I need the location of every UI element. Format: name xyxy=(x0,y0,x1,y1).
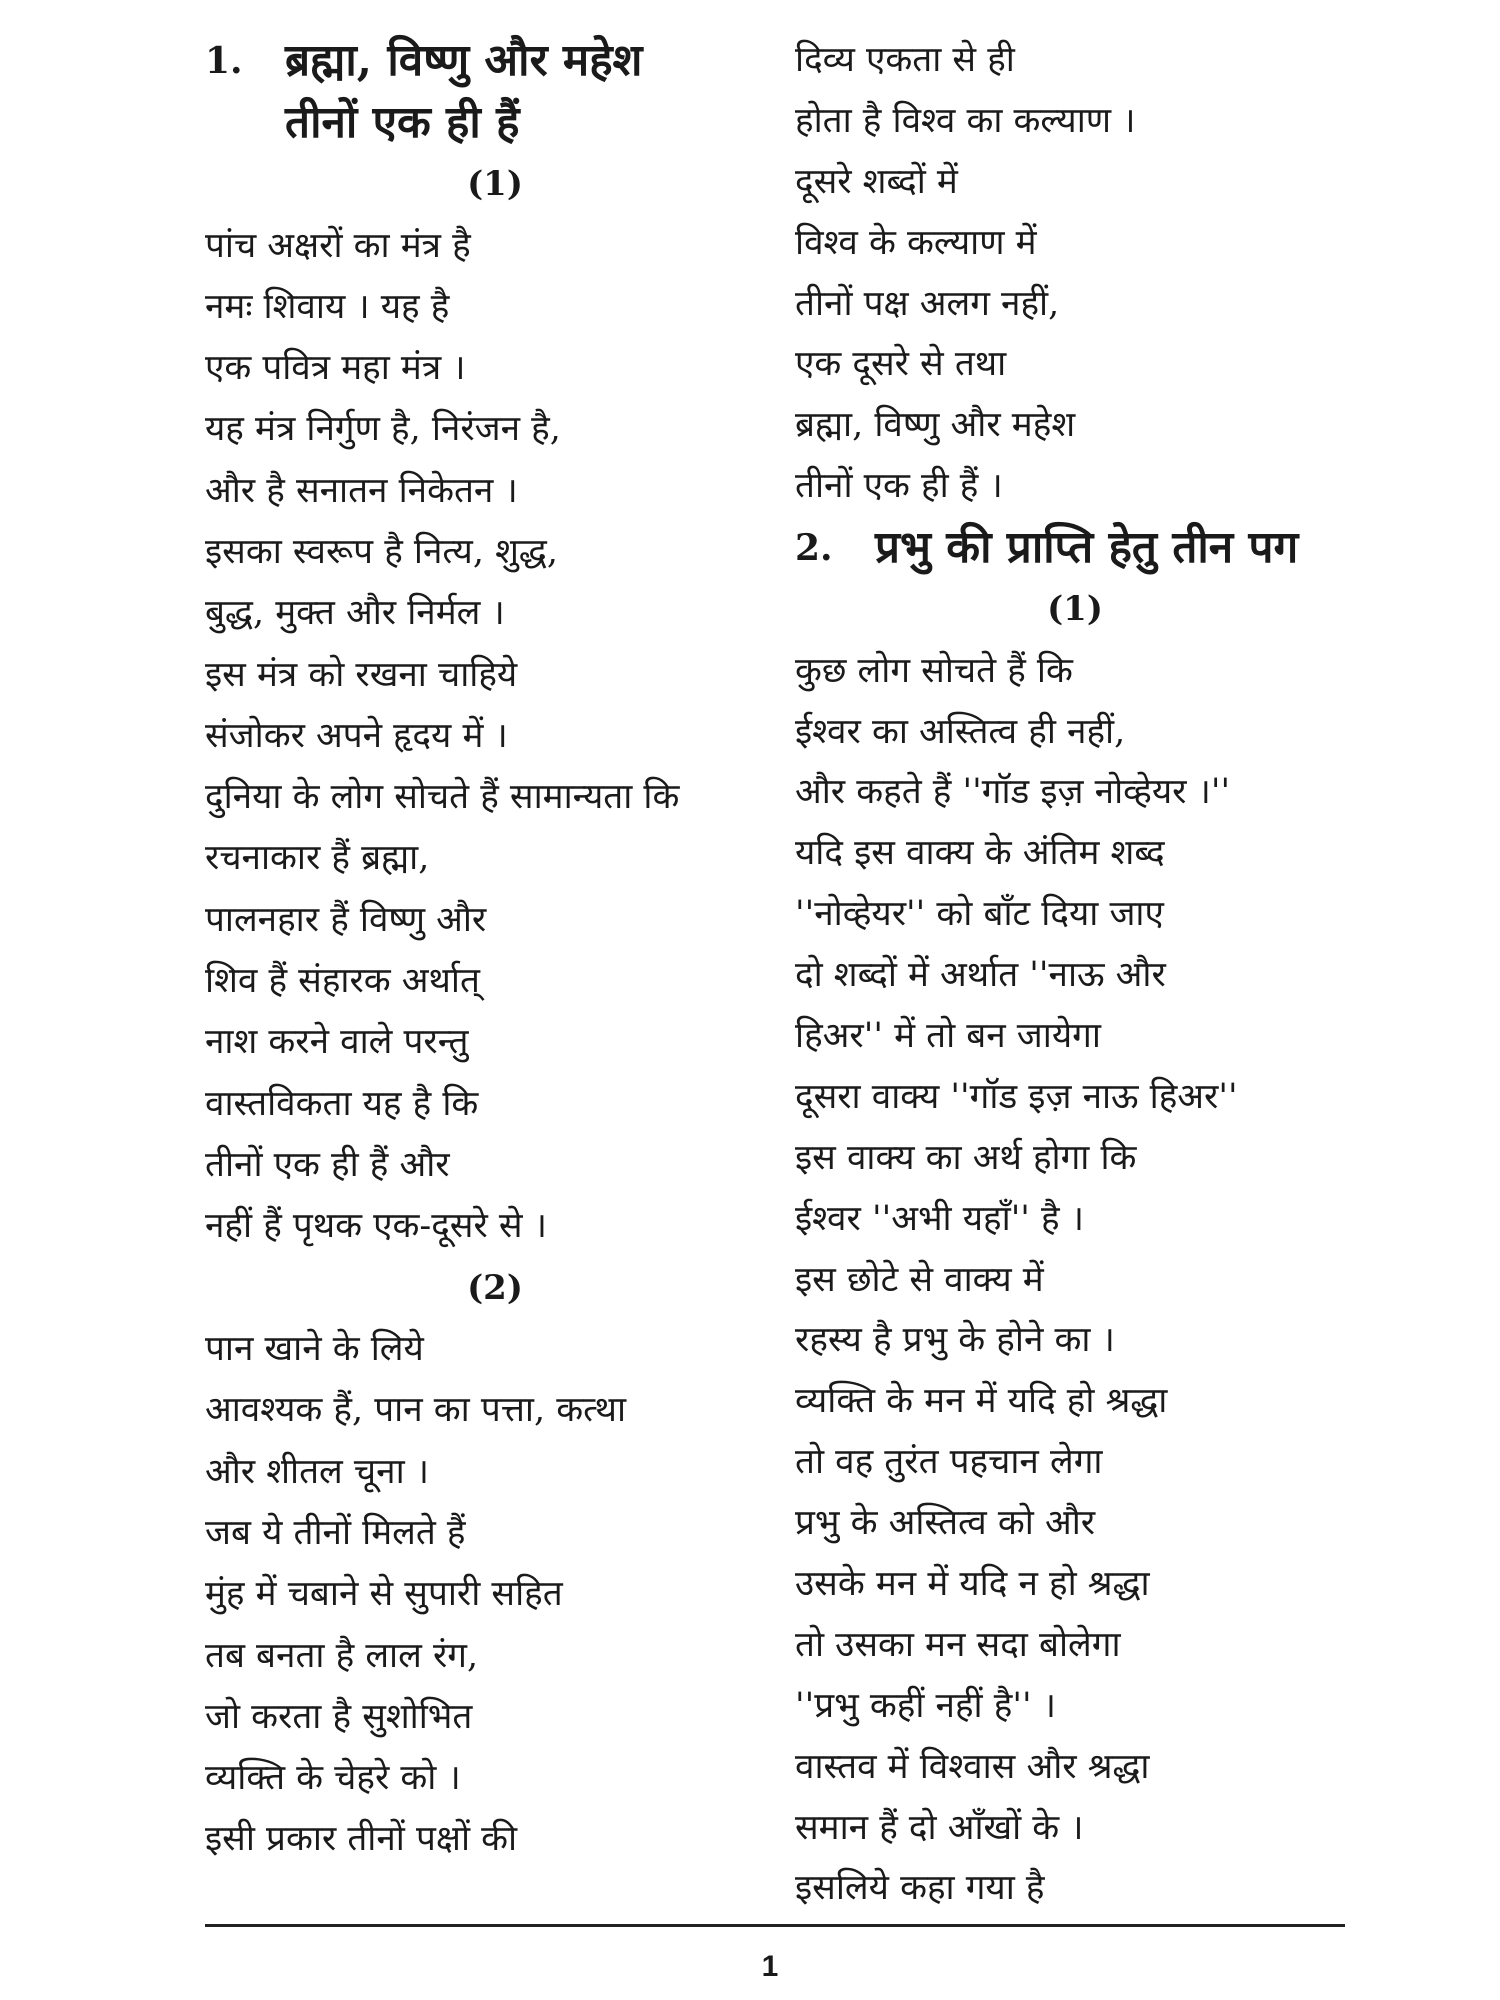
verse-line: बुद्ध, मुक्त और निर्मल । xyxy=(205,593,505,634)
chapter-1-title xyxy=(285,30,765,154)
section-label: (1) xyxy=(467,164,523,204)
verse-line: पांच अक्षरों का मंत्र है xyxy=(205,225,471,266)
verse-line: और शीतल चूना । xyxy=(205,1451,430,1492)
verse-line: यदि इस वाक्य के अंतिम शब्द xyxy=(795,833,1165,874)
verse-line: नाश करने वाले परन्तु xyxy=(205,1022,469,1063)
chapter-2-title: प्रभु की प्राप्ति हेतु तीन पग xyxy=(875,522,1299,574)
verse-line: वास्तविकता यह है कि xyxy=(205,1083,479,1124)
footer-rule xyxy=(205,1924,1345,1927)
verse-line: कुछ लोग सोचते हैं कि xyxy=(795,650,1073,691)
chapter-1-title-line: ब्रह्मा, विष्णु और महेश xyxy=(285,35,643,86)
verse-line: इस मंत्र को रखना चाहिये xyxy=(205,654,518,695)
chapter-2-heading xyxy=(795,517,1355,579)
verse-line: समान हैं दो आँखों के । xyxy=(795,1807,1084,1848)
verse-line: रहस्य है प्रभु के होने का । xyxy=(795,1320,1115,1361)
verse-line: दुनिया के लोग सोचते हैं सामान्यता कि xyxy=(205,777,680,818)
verse-block xyxy=(795,641,1355,1920)
verse-line: ईश्वर ''अभी यहाँ'' है । xyxy=(795,1198,1085,1239)
verse-line: उसके मन में यदि न हो श्रद्धा xyxy=(795,1563,1150,1604)
verse-line: व्यक्ति के मन में यदि हो श्रद्धा xyxy=(795,1381,1168,1422)
verse-line: आवश्यक हैं, पान का पत्ता, कत्था xyxy=(205,1390,627,1431)
verse-line: ईश्वर का अस्तित्व ही नहीं, xyxy=(795,711,1126,752)
verse-line: रचनाकार हैं ब्रह्मा, xyxy=(205,838,430,879)
verse-line: जो करता है सुशोभित xyxy=(205,1696,473,1737)
left-column xyxy=(205,30,765,1871)
verse-line: दूसरा वाक्य ''गॉड इज़ नाऊ हिअर'' xyxy=(795,1076,1238,1117)
verse-line: ''प्रभु कहीं नहीं है'' । xyxy=(795,1685,1056,1726)
verse-line: दूसरे शब्दों में xyxy=(795,161,958,202)
verse-line: तीनों एक ही हैं और xyxy=(205,1144,450,1185)
verse-line: तो वह तुरंत पहचान लेगा xyxy=(795,1442,1103,1483)
verse-line: इस वाक्य का अर्थ होगा कि xyxy=(795,1137,1137,1178)
verse-line: तीनों एक ही हैं । xyxy=(795,466,1003,507)
verse-line: ब्रह्मा, विष्णु और महेश xyxy=(795,405,1076,446)
verse-line: तीनों पक्ष अलग नहीं, xyxy=(795,283,1060,324)
verse-line: इसका स्वरूप है नित्य, शुद्ध, xyxy=(205,531,558,572)
verse-line: ''नोव्हेयर'' को बाँट दिया जाए xyxy=(795,894,1164,935)
verse-line: हिअर'' में तो बन जायेगा xyxy=(795,1015,1101,1056)
verse-line: तब बनता है लाल रंग, xyxy=(205,1635,479,1676)
verse-line: संजोकर अपने हृदय में । xyxy=(205,715,508,756)
section-label: (1) xyxy=(1047,589,1103,630)
verse-line: दो शब्दों में अर्थात ''नाऊ और xyxy=(795,955,1166,996)
verse-line: वास्तव में विश्वास और श्रद्धा xyxy=(795,1746,1150,1787)
section-label: (2) xyxy=(467,1267,523,1308)
verse-line: शिव हैं संहारक अर्थात् xyxy=(205,961,480,1002)
verse-line: एक दूसरे से तथा xyxy=(795,344,1007,385)
chapter-1-heading xyxy=(205,30,765,154)
verse-line: व्यक्ति के चेहरे को । xyxy=(205,1758,461,1799)
verse-line: नमः शिवाय । यह है xyxy=(205,286,450,327)
verse-block xyxy=(205,1319,765,1871)
verse-block xyxy=(795,30,1355,517)
chapter-2-number: 2. xyxy=(795,527,833,570)
verse-block xyxy=(205,216,765,1258)
verse-line: पालनहार हैं विष्णु और xyxy=(205,899,487,940)
verse-line: मुंह में चबाने से सुपारी सहित xyxy=(205,1574,563,1615)
verse-line: यह मंत्र निर्गुण है, निरंजन है, xyxy=(205,409,561,450)
verse-line: दिव्य एकता से ही xyxy=(795,40,1015,80)
chapter-1-title-line: तीनों एक ही हैं xyxy=(285,97,520,148)
verse-line: एक पवित्र महा मंत्र । xyxy=(205,348,466,389)
verse-line: इसी प्रकार तीनों पक्षों की xyxy=(205,1819,518,1860)
verse-line: नहीं हैं पृथक एक-दूसरे से । xyxy=(205,1206,547,1247)
verse-line: प्रभु के अस्तित्व को और xyxy=(795,1503,1096,1544)
verse-line: तो उसका मन सदा बोलेगा xyxy=(795,1624,1121,1665)
right-column xyxy=(795,30,1355,1919)
verse-line: होता है विश्व का कल्याण । xyxy=(795,100,1136,141)
page-number: 1 xyxy=(761,1950,779,1983)
verse-line: और कहते हैं ''गॉड इज़ नोव्हेयर ।'' xyxy=(795,772,1231,813)
verse-line: पान खाने के लिये xyxy=(205,1329,424,1370)
chapter-1-number: 1. xyxy=(205,40,243,82)
verse-line: जब ये तीनों मिलते हैं xyxy=(205,1512,466,1553)
verse-line: इसलिये कहा गया है xyxy=(795,1868,1045,1909)
verse-line: विश्व के कल्याण में xyxy=(795,222,1037,263)
verse-line: और है सनातन निकेतन । xyxy=(205,470,518,511)
verse-line: इस छोटे से वाक्य में xyxy=(795,1259,1044,1300)
